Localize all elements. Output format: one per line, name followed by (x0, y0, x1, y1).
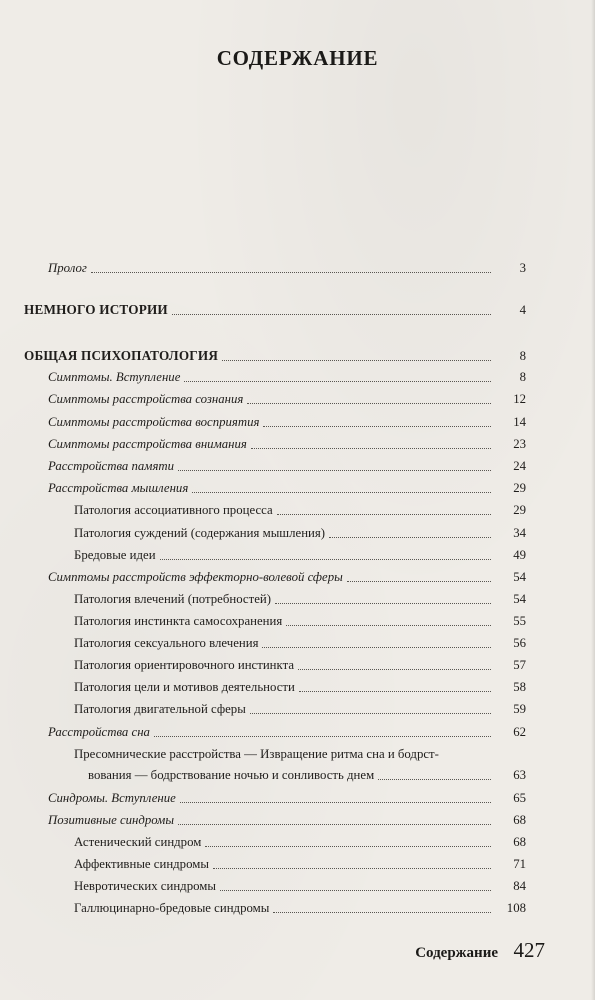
toc-entry-presomnic[interactable] (88, 765, 526, 785)
toc-entry-page: 29 (513, 503, 526, 517)
dot-leader (347, 581, 491, 582)
toc-entry-label: вования — бодрствование ночью и сонливость днем (88, 768, 375, 782)
toc-entry-associative-process[interactable] (74, 500, 526, 520)
toc-entry-page: 68 (513, 835, 526, 849)
toc-entry-page: 49 (513, 548, 526, 562)
dot-leader (180, 802, 491, 803)
toc-entry-symptoms-intro[interactable] (48, 367, 526, 387)
dot-leader (263, 426, 491, 427)
toc-entry-page: 57 (513, 658, 526, 672)
toc-entry-syndromes-intro[interactable] (48, 788, 526, 808)
dot-leader (213, 868, 491, 869)
toc-entry-page: 8 (519, 370, 526, 384)
toc-section-history[interactable] (24, 300, 526, 320)
toc-entry-sexual-drive[interactable] (74, 633, 526, 653)
toc-entry-label: Пролог (48, 261, 87, 275)
toc-entry-page: 14 (513, 415, 526, 429)
toc-entry-label: Симптомы расстройства внимания (48, 437, 247, 451)
toc-entry-label: Галлюцинарно-бредовые синдромы (74, 901, 270, 915)
toc-entry-label: Патология цели и мотивов деятельности (74, 680, 295, 694)
toc-entry-label: Расстройства мышления (48, 481, 189, 495)
dot-leader (205, 846, 491, 847)
dot-leader (184, 381, 491, 382)
toc-entry-judgments[interactable] (74, 523, 526, 543)
toc-entry-page: 55 (513, 614, 526, 628)
toc-entry-page: 34 (513, 526, 526, 540)
dot-leader (273, 912, 491, 913)
toc-entry-page: 24 (513, 459, 526, 473)
toc-entry-page: 29 (513, 481, 526, 495)
toc-entry-goals-motives[interactable] (74, 677, 526, 697)
dot-leader (91, 272, 491, 273)
toc-entry-page: 4 (519, 303, 526, 317)
toc-entry-label: Патология суждений (содержания мышления) (74, 526, 326, 540)
toc-entry-page: 58 (513, 680, 526, 694)
toc-entry-page: 71 (513, 857, 526, 871)
toc-entry-thinking[interactable] (48, 478, 526, 498)
toc-entry-attention[interactable] (48, 434, 526, 454)
toc-entry-asthenic[interactable] (74, 832, 526, 852)
dot-leader (299, 691, 491, 692)
toc-entry-label: Патология инстинкта самосохранения (74, 614, 283, 628)
toc-entry-presomnic-line1[interactable]: Пресомнические расстройства — Извращение ритма сна и бодрст- (74, 747, 439, 761)
toc-entry-label: Симптомы расстройства восприятия (48, 415, 260, 429)
toc-entry-label: Бредовые идеи (74, 548, 156, 562)
toc-entry-self-preservation[interactable] (74, 611, 526, 631)
dot-leader (251, 448, 491, 449)
dot-leader (277, 514, 491, 515)
toc-entry-label: Симптомы расстройств эффекторно-волевой сферы (48, 570, 343, 584)
toc-entry-label: НЕМНОГО ИСТОРИИ (24, 302, 168, 317)
dot-leader (250, 713, 491, 714)
toc-entry-page: 108 (506, 901, 526, 915)
toc-entry-prologue[interactable] (48, 258, 526, 278)
dot-leader (262, 647, 491, 648)
toc-section-general-psychopathology[interactable] (24, 346, 526, 366)
dot-leader (160, 559, 491, 560)
toc-entry-perception[interactable] (48, 412, 526, 432)
toc-entry-page: 84 (513, 879, 526, 893)
dot-leader (154, 736, 491, 737)
toc-entry-label: Патология сексуального влечения (74, 636, 259, 650)
toc-entry-page: 63 (513, 768, 526, 782)
toc-entry-label: Расстройства сна (48, 725, 150, 739)
toc-entry-label: Симптомы расстройства сознания (48, 392, 244, 406)
dot-leader (378, 779, 491, 780)
page-number: 427 (513, 938, 545, 962)
toc-entry-motor-sphere[interactable] (74, 699, 526, 719)
toc-entry-label: Астенический синдром (74, 835, 202, 849)
toc-entry-page: 56 (513, 636, 526, 650)
dot-leader (275, 603, 491, 604)
toc-entry-drives[interactable] (74, 589, 526, 609)
dot-leader (220, 890, 491, 891)
dot-leader (192, 492, 491, 493)
footer-section-label: Содержание (415, 945, 498, 961)
toc-entry-page: 54 (513, 570, 526, 584)
toc-entry-label: Расстройства памяти (48, 459, 175, 473)
running-footer (0, 936, 595, 962)
toc-entry-effector-volitional[interactable] (48, 567, 526, 587)
toc-entry-page: 68 (513, 813, 526, 827)
toc-entry-sleep[interactable] (48, 722, 526, 742)
toc-entry-page: 23 (513, 437, 526, 451)
dot-leader (172, 314, 491, 315)
toc-entry-page: 65 (513, 791, 526, 805)
dot-leader (247, 403, 491, 404)
toc-entry-hallucinatory-delusional[interactable] (74, 898, 526, 918)
toc-entry-positive-syndromes[interactable] (48, 810, 526, 830)
toc-entry-neurotic[interactable] (74, 876, 526, 896)
toc-entry-label: Патология ориентировочного инстинкта (74, 658, 294, 672)
toc-entry-label: Синдромы. Вступление (48, 791, 176, 805)
dot-leader (178, 824, 491, 825)
toc-entry-label: Симптомы. Вступление (48, 370, 181, 384)
toc-entry-delusions[interactable] (74, 545, 526, 565)
toc-entry-page: 12 (513, 392, 526, 406)
toc-entry-page: 59 (513, 702, 526, 716)
dot-leader (286, 625, 491, 626)
toc-entry-label: Патология ассоциативного процесса (74, 503, 273, 517)
dot-leader (298, 669, 491, 670)
toc-entry-page: 8 (519, 349, 526, 363)
toc-entry-label: Невротическиx синдромы (74, 879, 216, 893)
toc-entry-page: 62 (513, 725, 526, 739)
toc-entry-page: 3 (519, 261, 526, 275)
dot-leader (222, 360, 491, 361)
toc-entry-label: ОБЩАЯ ПСИХОПАТОЛОГИЯ (24, 348, 219, 363)
toc-entry-memory[interactable] (48, 456, 526, 476)
toc-entry-consciousness[interactable] (48, 389, 526, 409)
toc-entry-affective[interactable] (74, 854, 526, 874)
toc-entry-page: 54 (513, 592, 526, 606)
toc-entry-label: Аффективные синдромы (74, 857, 209, 871)
dot-leader (329, 537, 491, 538)
toc-entry-orienting-instinct[interactable] (74, 655, 526, 675)
toc-entry-label: Патология влечений (потребностей) (74, 592, 271, 606)
page-title: СОДЕРЖАНИЕ (216, 46, 379, 70)
page-edge-shadow (591, 0, 595, 1000)
toc-entry-label: Патология двигательной сферы (74, 702, 246, 716)
dot-leader (178, 470, 491, 471)
toc-entry-label: Позитивные синдромы (48, 813, 174, 827)
